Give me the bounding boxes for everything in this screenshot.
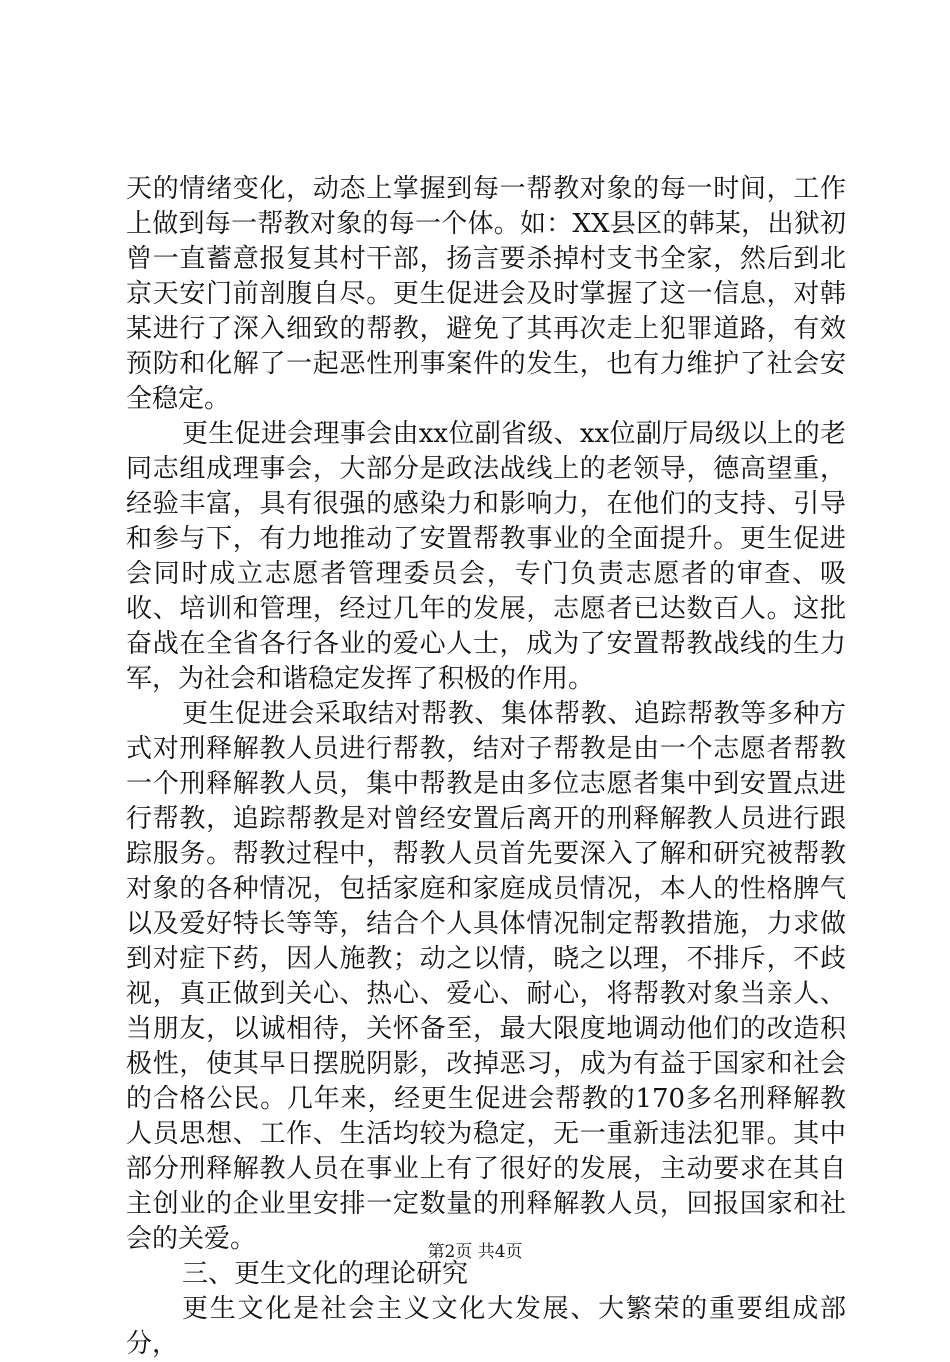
paragraph-2: 更生促进会理事会由xx位副省级、xx位副厅局级以上的老同志组成理事会，大部分是政法战线上的老领导，德高望重，经验丰富，具有很强的感染力和影响力，在他们的支持、引导和参与下，有力地推动了安置帮教事业的全面提升。更生促进会同时成立志愿者管理委员会，专门负责志愿者的审查、吸收、培训和管理，经过几年的发展，志愿者已达数百人。这批奋战在全省各行各业的爱心人士，成为了安置帮教战线的生力军，为社会和谐稳定发挥了积极的作用。 <box>126 419 846 694</box>
paragraph-3: 更生促进会采取结对帮教、集体帮教、追踪帮教等多种方式对刑释解教人员进行帮教，结对子帮教是由一个志愿者帮教一个刑释解教人员，集中帮教是由多位志愿者集中到安置点进行帮教，追踪帮教是对曾经安置后离开的刑释解教人员进行跟踪服务。帮教过程中，帮教人员首先要深入了解和研究被帮教对象的各种情况，包括家庭和家庭成员情况，本人的性格脾气以及爱好特长等等，结合个人具体情况制定帮教措施，力求做到对症下药，因人施教；动之以情，晓之以理，不排斥，不歧视，真正做到关心、热心、爱心、耐心，将帮教对象当亲人、当朋友，以诚相待，关怀备至，最大限度地调动他们的改造积极性，使其早日摆脱阴影，改掉恶习，成为有益于国家和社会的合格公民。几年来，经更生促进会帮教的170多名刑释解教人员思想、工作、生活均较为稳定，无一重新违法犯罪。其中部分刑释解教人员在事业上有了很好的发展，主动要求在其自主创业的企业里安排一定数量的刑释解教人员，回报国家和社会的关爱。 <box>126 699 846 1254</box>
page-footer: 第2页 共4页 <box>427 1242 523 1262</box>
document-body <box>126 172 846 1362</box>
section-heading: 三、更生文化的理论研究 <box>182 1259 469 1289</box>
paragraph-1: 天的情绪变化，动态上掌握到每一帮教对象的每一时间，工作上做到每一帮教对象的每一个体。如：XX县区的韩某，出狱初曾一直蓄意报复其村干部，扬言要杀掉村支书全家，然后到北京天安门前剖腹自尽。更生促进会及时掌握了这一信息，对韩某进行了深入细致的帮教，避免了其再次走上犯罪道路，有效预防和化解了一起恶性刑事案件的发生，也有力维护了社会安全稳定。 <box>126 174 846 414</box>
paragraph-4: 更生文化是社会主义文化大发展、大繁荣的重要组成部分， <box>126 1294 846 1359</box>
